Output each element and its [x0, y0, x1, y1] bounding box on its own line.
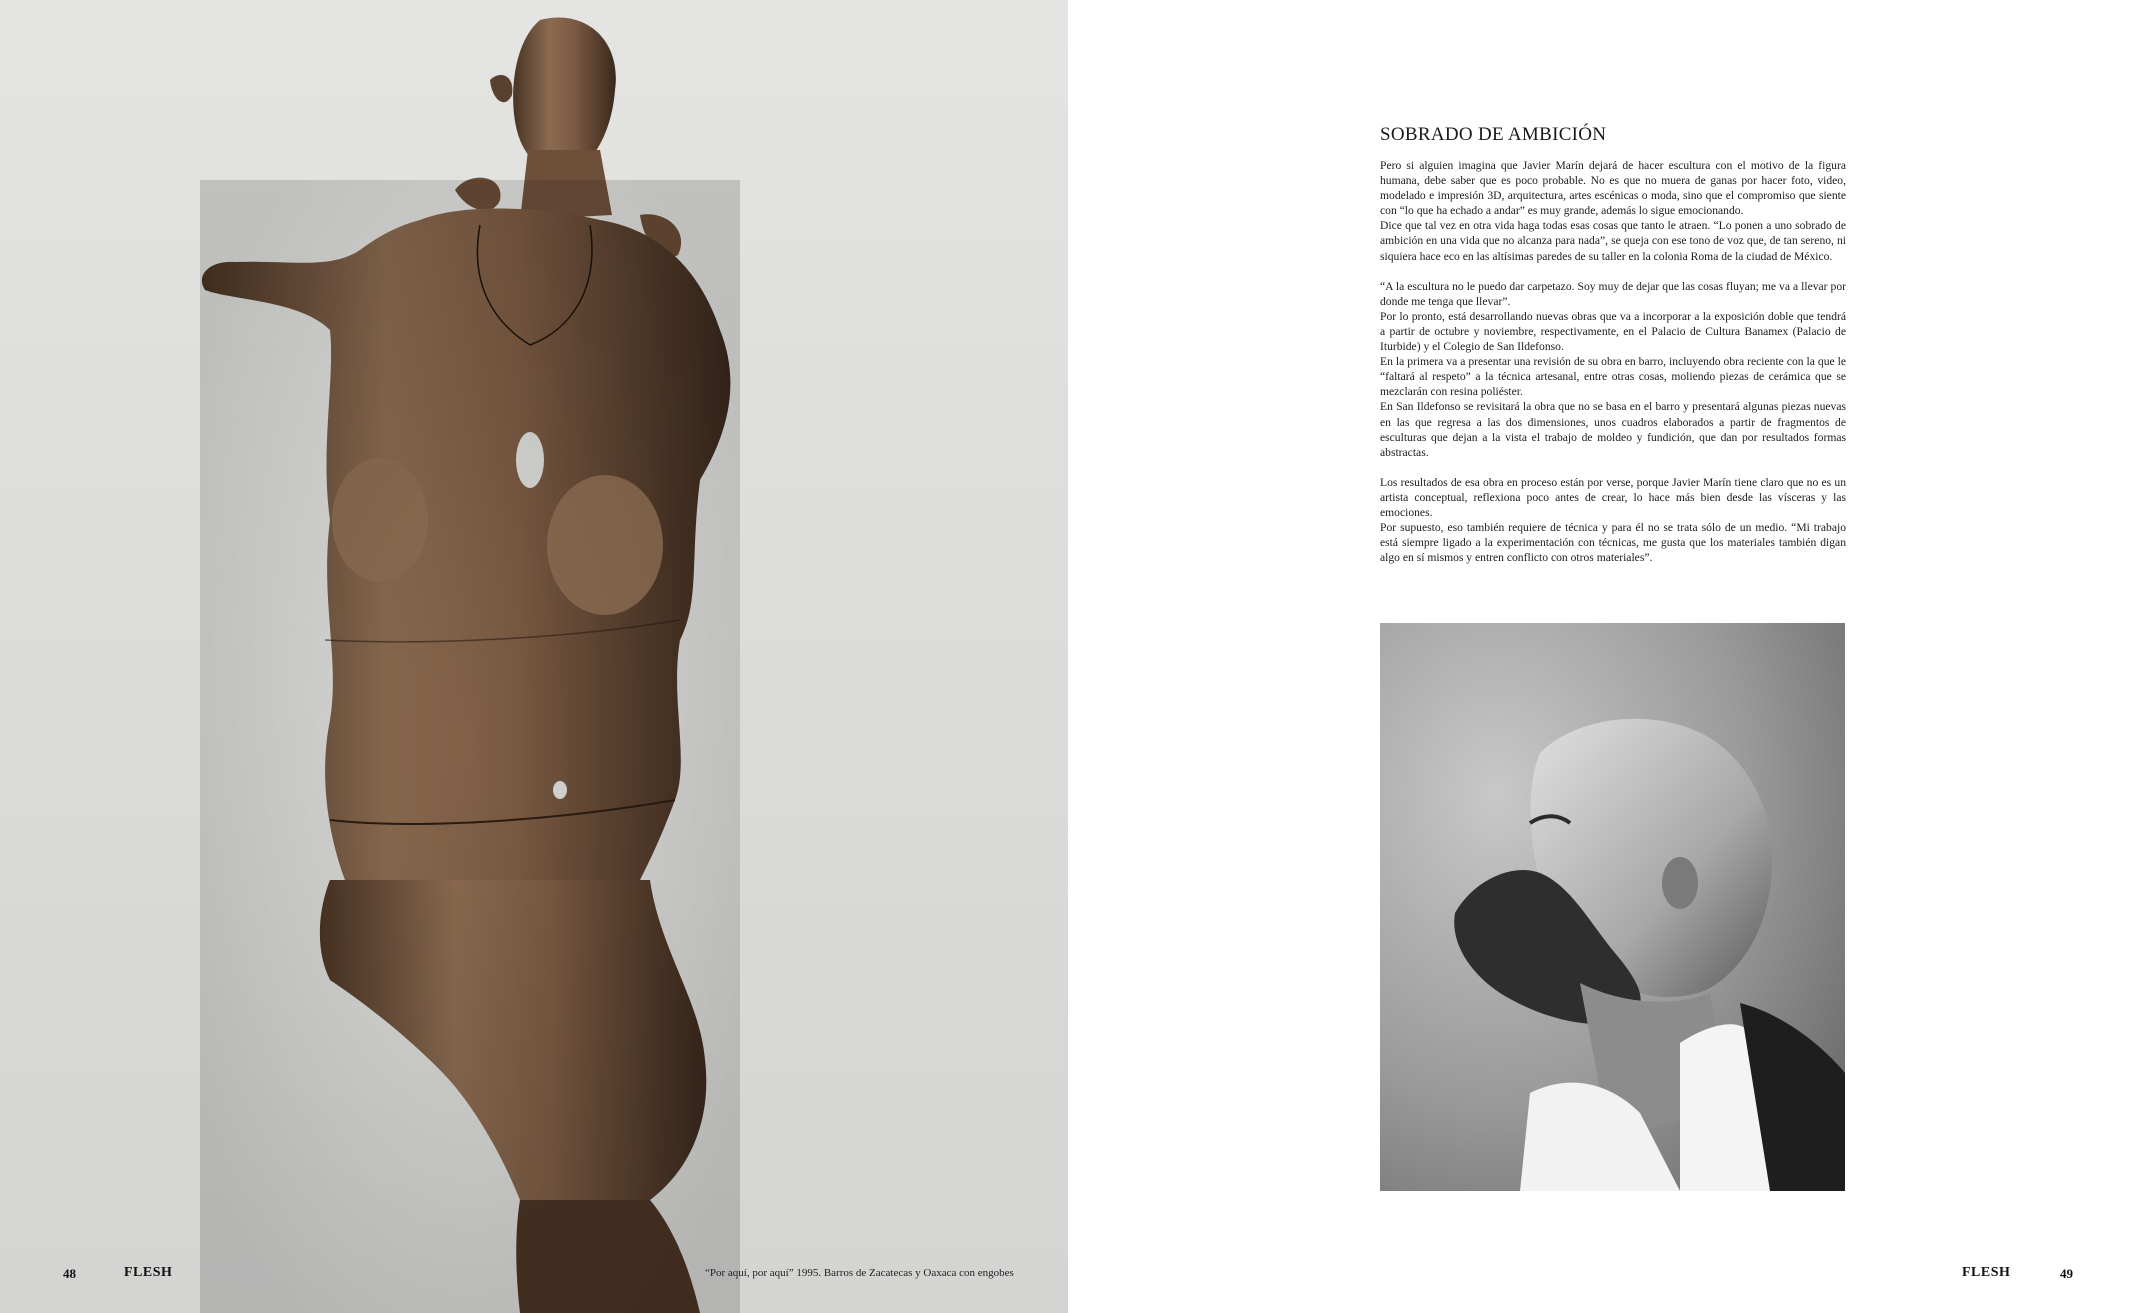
magazine-name-left: FLESH: [124, 1265, 173, 1280]
article-body: [1380, 124, 1846, 565]
section-heading: SOBRADO DE AMBICIÓN: [1380, 124, 1607, 145]
portrait-photo: [1380, 623, 1845, 1191]
paragraph: Por supuesto, eso también requiere de técnica y para él no se trata sólo de un medio. “Mi trabajo está siempre ligado a la experimentación con técnicas, me gusta que los materiales también digan algo en sí mismos y entren conflicto con otros materiales”.: [1380, 521, 1846, 565]
page-number-right: 49: [2060, 1266, 2073, 1281]
paragraph: Por lo pronto, está desarrollando nuevas obras que va a incorporar a la exposición doble que tendrá a partir de octubre y noviembre, respectivamente, en el Palacio de Cultura Banamex (Palacio de Iturbide) y el Colegio de San Ildefonso.: [1380, 309, 1846, 354]
right-page: [1068, 0, 2135, 1313]
paragraph: “A la escultura no le puedo dar carpetazo. Soy muy de dejar que las cosas fluyan; me va a llevar por donde me tenga que llevar”.: [1380, 279, 1846, 308]
article-text: [1380, 158, 1846, 565]
magazine-name-right: FLESH: [1962, 1265, 2011, 1280]
paragraph: Dice que tal vez en otra vida haga todas esas cosas que tanto le atraen. “Lo ponen a uno sobrado de ambición en una vida que no alcanza para nada”, se queja con ese tono de voz que, de tan sereno, ni siquiera hace eco en las altísimas paredes de su taller en la colonia Roma de la ciudad de México.: [1380, 219, 1846, 263]
photo-caption: “Por aquí, por aquí” 1995. Barros de Zacatecas y Oaxaca con engobes: [705, 1267, 1014, 1279]
paragraph: Los resultados de esa obra en proceso están por verse, porque Javier Marín tiene claro que no es un artista conceptual, reflexiona poco antes de crear, lo hace más bien desde las vísceras y las emociones.: [1380, 475, 1846, 519]
paragraph: En la primera va a presentar una revisión de su obra en barro, incluyendo obra reciente con la que le “faltará al respeto” a la técnica artesanal, entre otras cosas, moliendo piezas de cerámica que se mezclarán con resina poliéster.: [1380, 355, 1846, 399]
page-number-left: 48: [63, 1266, 76, 1281]
paragraph: En San Ildefonso se revisitará la obra que no se basa en el barro y presentará algunas piezas nuevas en las que regresa a las dos dimensiones, unos cuadros elaborados a partir de fragmentos de esculturas que dejan a la vista el trabajo de moldeo y fundición, que dan por resultados formas abstractas.: [1380, 400, 1846, 459]
paragraph: Pero si alguien imagina que Javier Marín dejará de hacer escultura con el motivo de la figura humana, debe saber que es poco probable. No es que no muera de ganas por hacer foto, video, modelado e impresión 3D, arquitectura, artes escénicas o moda, sino que el compromiso que siente con “lo que ha echado a andar” es muy grande, además lo sigue emocionando.: [1380, 159, 1846, 218]
